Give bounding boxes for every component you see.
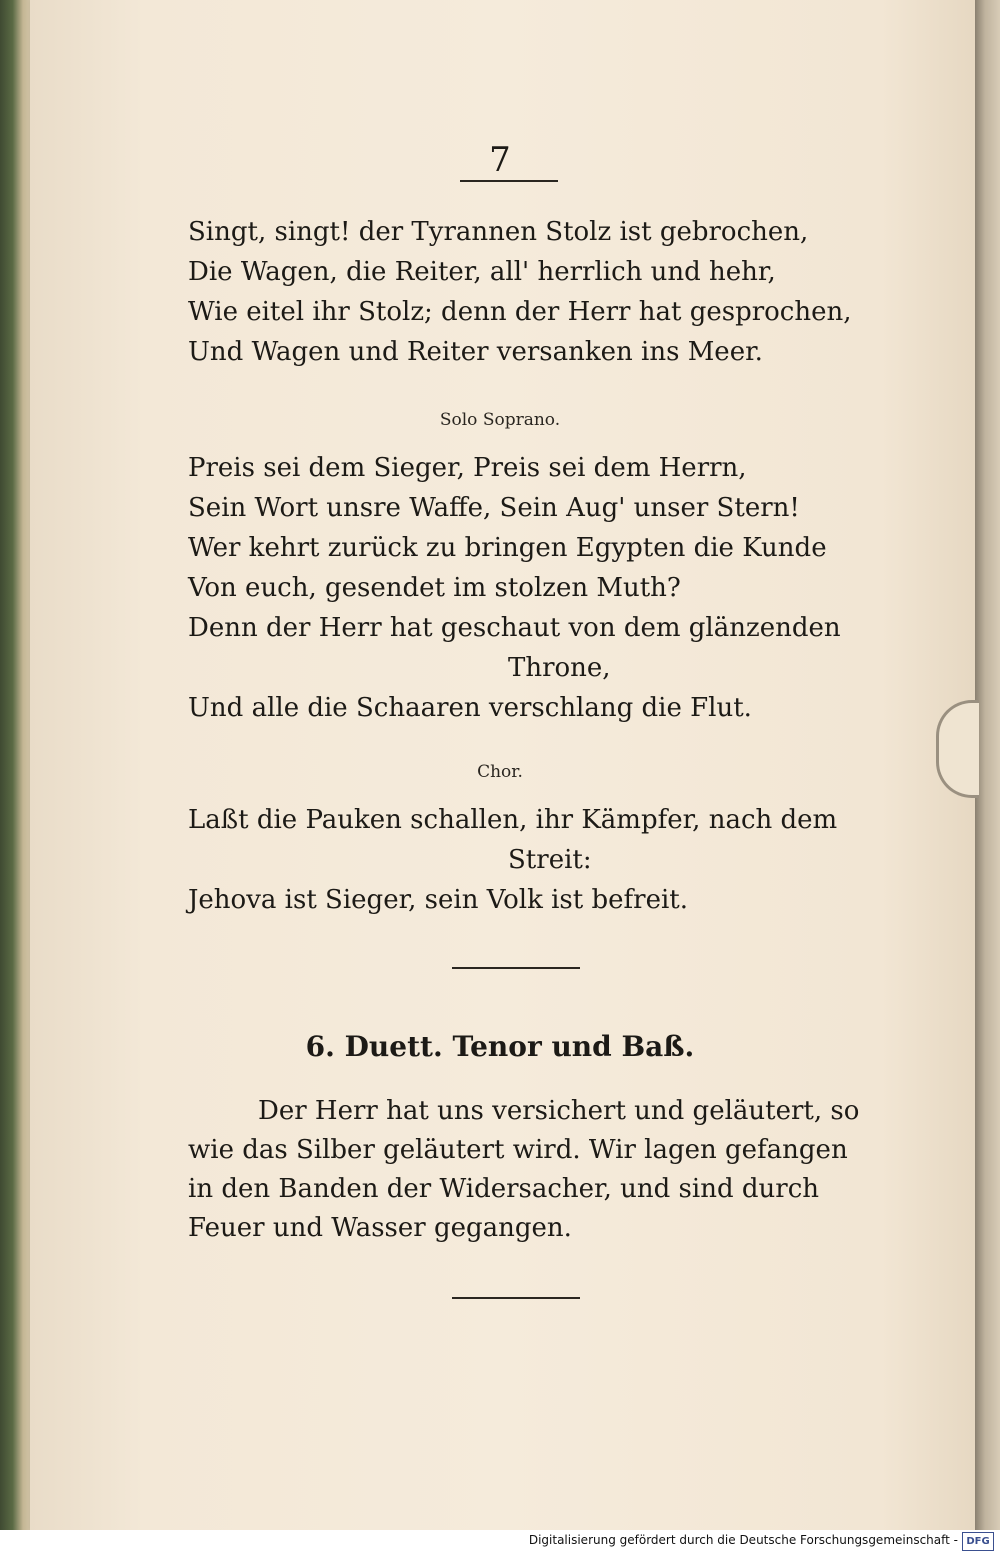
verse-line: Wer kehrt zurück zu bringen Egypten die Kunde xyxy=(188,533,827,563)
stanza-3 xyxy=(188,800,848,920)
stanza-2 xyxy=(188,448,848,728)
prose-line: wie das Silber geläutert wird. Wir lagen gefangen xyxy=(188,1135,848,1165)
verse-line: Denn der Herr hat geschaut von dem glänzenden xyxy=(188,613,841,643)
verse-line: Von euch, gesendet im stolzen Muth? xyxy=(188,573,681,603)
verse-line: Sein Wort unsre Waffe, Sein Aug' unser Stern! xyxy=(188,493,800,523)
section-heading: 6. Duett. Tenor und Baß. xyxy=(305,1030,695,1063)
verse-line: Laßt die Pauken schallen, ihr Kämpfer, nach dem xyxy=(188,805,838,835)
section-divider xyxy=(452,967,580,969)
end-rule xyxy=(452,1297,580,1299)
stanza-1 xyxy=(188,212,852,372)
footer-bar xyxy=(0,1530,1000,1553)
verse-line: Und Wagen und Reiter versanken ins Meer. xyxy=(188,337,763,367)
chor-label: Chor. xyxy=(477,762,523,782)
section-6-text xyxy=(188,1092,860,1248)
verse-line: Die Wagen, die Reiter, all' herrlich und hehr, xyxy=(188,257,776,287)
page-number: 7 xyxy=(489,140,511,180)
verse-line: Singt, singt! der Tyrannen Stolz ist gebrochen, xyxy=(188,217,809,247)
verse-line: Preis sei dem Sieger, Preis sei dem Herrn, xyxy=(188,453,747,483)
prose-line: Der Herr hat uns versichert und geläutert, so xyxy=(258,1096,860,1126)
verse-line-continuation: Throne, xyxy=(508,653,611,683)
dfg-logo-icon: DFG xyxy=(962,1532,994,1551)
verse-line-continuation: Streit: xyxy=(508,845,592,875)
verse-line: Und alle die Schaaren verschlang die Flut. xyxy=(188,693,752,723)
page-tab xyxy=(936,700,979,798)
solo-soprano-label: Solo Soprano. xyxy=(439,410,561,430)
prose-line: in den Banden der Widersacher, und sind durch xyxy=(188,1174,819,1204)
prose-line: Feuer und Wasser gegangen. xyxy=(188,1213,572,1243)
header-rule xyxy=(460,180,558,182)
verse-line: Wie eitel ihr Stolz; denn der Herr hat gesprochen, xyxy=(188,297,852,327)
funding-credit: Digitalisierung gefördert durch die Deutsche Forschungsgemeinschaft - xyxy=(528,1533,958,1547)
verse-line: Jehova ist Sieger, sein Volk ist befreit. xyxy=(188,885,688,915)
